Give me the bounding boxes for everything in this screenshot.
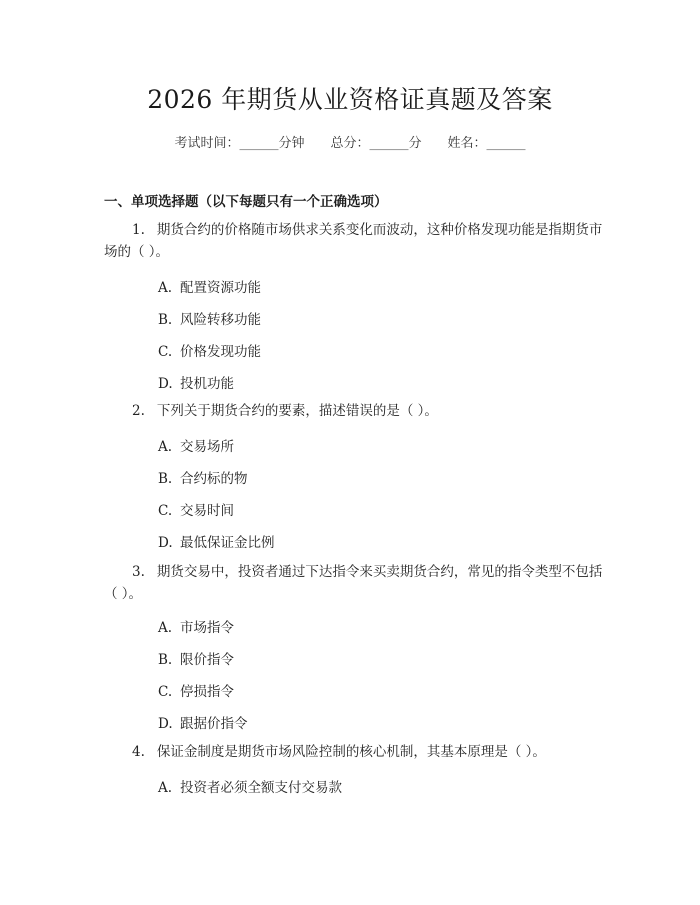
question-text: 保证金制度是期货市场风险控制的核心机制，其基本原理是（ ）。: [156, 744, 546, 760]
option-text: 跟据价指令: [180, 716, 248, 732]
option-letter: A.: [158, 780, 173, 796]
option-text: 交易场所: [180, 439, 234, 455]
option-text: 风险转移功能: [180, 312, 261, 328]
option-text: 合约标的物: [180, 471, 248, 487]
option-text: 市场指令: [180, 620, 234, 636]
question-text: 下列关于期货合约的要素，描述错误的是（ ）。: [156, 403, 438, 419]
total-score-label: 总分：: [330, 136, 370, 151]
option-letter: A.: [158, 280, 173, 296]
question-3-option-d: [158, 712, 248, 732]
question-text: 期货交易中，投资者通过下达指令来买卖期货合约，常见的指令类型不包括（ ）。: [104, 564, 603, 602]
option-text: 停损指令: [180, 684, 234, 700]
exam-time-unit: 分钟: [278, 136, 305, 151]
option-text: 价格发现功能: [180, 344, 261, 360]
question-3-option-c: [158, 680, 234, 700]
question-number: 3.: [132, 564, 145, 580]
option-letter: C.: [158, 503, 173, 519]
option-letter: D.: [158, 716, 173, 732]
total-score-blank: ______: [369, 136, 409, 151]
question-number: 1.: [132, 222, 145, 238]
option-letter: A.: [158, 620, 173, 636]
question-text: 期货合约的价格随市场供求关系变化而波动，这种价格发现功能是指期货市场的（ ）。: [104, 222, 603, 260]
exam-time-blank: ______: [239, 136, 279, 151]
option-letter: B.: [158, 471, 173, 487]
question-2-option-d: [158, 531, 275, 551]
option-text: 交易时间: [180, 503, 234, 519]
question-number: 2.: [132, 403, 145, 419]
option-text: 最低保证金比例: [180, 535, 275, 551]
question-1-option-d: [158, 372, 234, 392]
question-4: [104, 741, 604, 763]
question-3: [104, 561, 604, 605]
option-text: 投资者必须全额支付交易款: [180, 780, 342, 796]
name-label: 姓名：: [447, 136, 487, 151]
question-3-option-b: [158, 648, 234, 668]
name-blank: ______: [486, 136, 526, 151]
question-number: 4.: [132, 744, 145, 760]
question-2: [104, 400, 604, 422]
question-2-option-b: [158, 467, 248, 487]
question-3-option-a: [158, 616, 234, 636]
question-2-option-a: [158, 435, 234, 455]
option-letter: D.: [158, 376, 173, 392]
document-title: 2026 年期货从业资格证真题及答案: [147, 85, 553, 114]
option-text: 配置资源功能: [180, 280, 261, 296]
option-letter: B.: [158, 652, 173, 668]
section-heading: 一、单项选择题（以下每题只有一个正确选项）: [104, 194, 388, 210]
question-1-option-a: [158, 276, 261, 296]
exam-meta-line: [0, 132, 700, 151]
exam-time-label: 考试时间：: [174, 136, 240, 151]
option-letter: D.: [158, 535, 173, 551]
total-score-unit: 分: [408, 136, 422, 151]
question-2-option-c: [158, 499, 234, 519]
option-letter: A.: [158, 439, 173, 455]
option-letter: C.: [158, 684, 173, 700]
question-1: [104, 219, 604, 263]
option-text: 限价指令: [180, 652, 234, 668]
option-letter: C.: [158, 344, 173, 360]
option-text: 投机功能: [180, 376, 234, 392]
option-letter: B.: [158, 312, 173, 328]
question-1-option-c: [158, 340, 261, 360]
question-4-option-a: [158, 776, 342, 796]
question-1-option-b: [158, 308, 261, 328]
